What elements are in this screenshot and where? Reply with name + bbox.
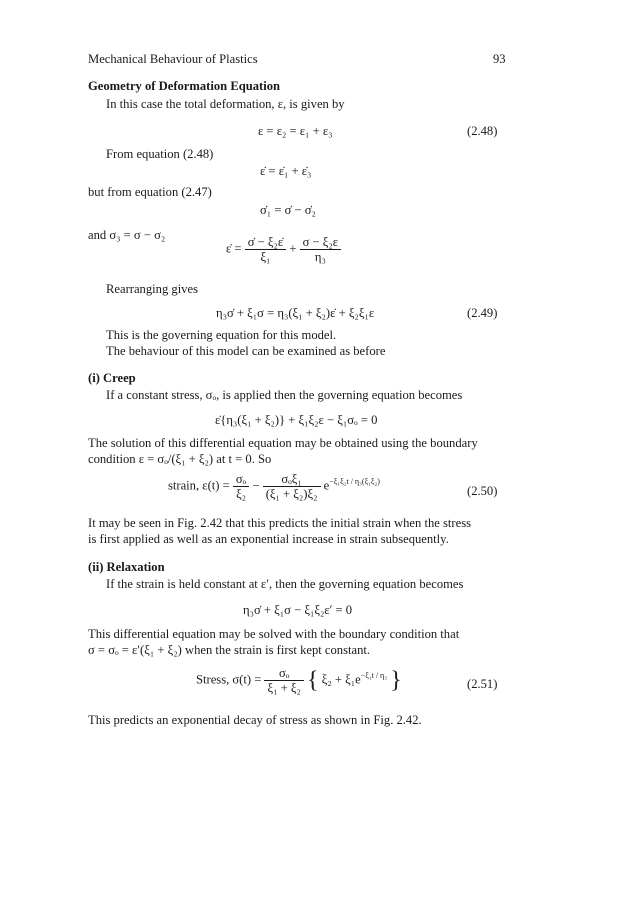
creep-figure-line-1: It may be seen in Fig. 2.42 that this predicts the initial strain when the stress <box>88 516 471 530</box>
eq250-lhs: strain, ε(t) = <box>168 478 230 493</box>
eq250-fraction-1-numerator: σₒ <box>233 472 249 487</box>
equation-label-2-49: (2.49) <box>467 306 498 320</box>
eq251-left-brace: { <box>307 667 319 694</box>
eq251-right-brace: } <box>390 667 402 694</box>
eq251-inner-expression: ξ₂ + ξ₁e <box>321 672 361 687</box>
fraction-2-denominator: η₃ <box>314 250 326 264</box>
eq-lhs: ε̇ = <box>226 241 242 256</box>
equation-label-2-51: (2.51) <box>467 677 498 691</box>
section-heading-relaxation: (ii) Relaxation <box>88 560 165 574</box>
equation-2-48: ε = ε₂ = ε₁ + ε₃ <box>258 124 333 138</box>
governing-equation-text: This is the governing equation for this model. <box>106 328 337 342</box>
eq250-fraction-2-numerator: σₒξ₁ <box>263 472 321 487</box>
relaxation-governing-equation: η₃σ̇ + ξ₁σ − ξ₁ξ₂ε′ = 0 <box>243 603 353 617</box>
and-sigma3-text: and σ₃ = σ − σ₂ <box>88 228 166 242</box>
from-equation-text: From equation (2.48) <box>106 147 214 161</box>
equation-label-2-48: (2.48) <box>467 124 498 138</box>
equation-2-50 <box>168 472 380 501</box>
eq250-fraction-1-denominator: ξ₂ <box>236 487 247 501</box>
section-heading-creep: (i) Creep <box>88 371 136 385</box>
fraction-2-numerator: σ − ξ₂ε <box>300 235 341 250</box>
fraction-2 <box>300 235 341 264</box>
creep-paragraph-line-1: The solution of this differential equation may be obtained using the boundary <box>88 436 478 450</box>
relaxation-final-text: This predicts an exponential decay of stress as shown in Fig. 2.42. <box>88 713 422 727</box>
section-heading-geometry: Geometry of Deformation Equation <box>88 79 281 93</box>
page-number: 93 <box>493 52 506 66</box>
but-from-text: but from equation (2.47) <box>88 185 212 199</box>
eq250-exponential-base: e <box>323 478 330 493</box>
equation-strain-rate: ε̇ = ε̇₁ + ε̇₃ <box>260 164 312 178</box>
creep-intro: If a constant stress, σₒ, is applied then the governing equation becomes <box>106 388 463 402</box>
rearranging-text: Rearranging gives <box>106 282 198 296</box>
eq251-fraction-denominator: ξ₁ + ξ₂ <box>267 681 301 695</box>
behaviour-text: The behaviour of this model can be examined as before <box>106 344 386 358</box>
running-title: Mechanical Behaviour of Plastics <box>88 52 258 66</box>
creep-figure-line-2: is first applied as well as an exponential increase in strain subsequently. <box>88 532 449 546</box>
eq-plus: + <box>289 241 297 256</box>
equation-strain-rate-fraction <box>226 235 341 264</box>
eq251-fraction-numerator: σₒ <box>264 666 303 681</box>
eq251-fraction <box>264 666 303 695</box>
eq250-fraction-2-denominator: (ξ₁ + ξ₂)ξ₂ <box>265 487 318 501</box>
relaxation-paragraph-line-1: This differential equation may be solved with the boundary condition that <box>88 627 460 641</box>
eq250-fraction-2 <box>263 472 321 501</box>
intro-text: In this case the total deformation, ε, is given by <box>106 97 345 111</box>
equation-stress-rate: σ̇₁ = σ̇ − σ̇₂ <box>260 203 316 217</box>
fraction-1-numerator: σ̇ − ξ₂ε̇ <box>245 235 286 250</box>
creep-governing-equation: ε̇{η₃(ξ₁ + ξ₂)} + ξ₁ξ₂ε − ξ₁σₒ = 0 <box>215 413 378 427</box>
eq250-exponent: −ξ₁ξ₂t / η₃(ξ₁ξ₂) <box>329 477 380 487</box>
eq251-exponent: −ξ₁t / η₃ <box>360 671 388 681</box>
equation-2-51 <box>196 666 402 695</box>
relaxation-paragraph-line-2: σ = σₒ = ε′(ξ₁ + ξ₂) when the strain is first kept constant. <box>88 643 371 657</box>
creep-paragraph-line-2: condition ε = σₒ/(ξ₁ + ξ₂) at t = 0. So <box>88 452 272 466</box>
eq250-minus: − <box>252 478 260 493</box>
eq250-fraction-1 <box>233 472 249 501</box>
equation-label-2-50: (2.50) <box>467 484 498 498</box>
equation-2-49: η₃σ̇ + ξ₁σ = η₃(ξ₁ + ξ₂)ε̇ + ξ₂ξ₁ε <box>216 306 375 320</box>
fraction-1-denominator: ξ₁ <box>260 250 271 264</box>
fraction-1 <box>245 235 286 264</box>
eq251-lhs: Stress, σ(t) = <box>196 672 262 687</box>
relaxation-intro: If the strain is held constant at ε′, then the governing equation becomes <box>106 577 464 591</box>
